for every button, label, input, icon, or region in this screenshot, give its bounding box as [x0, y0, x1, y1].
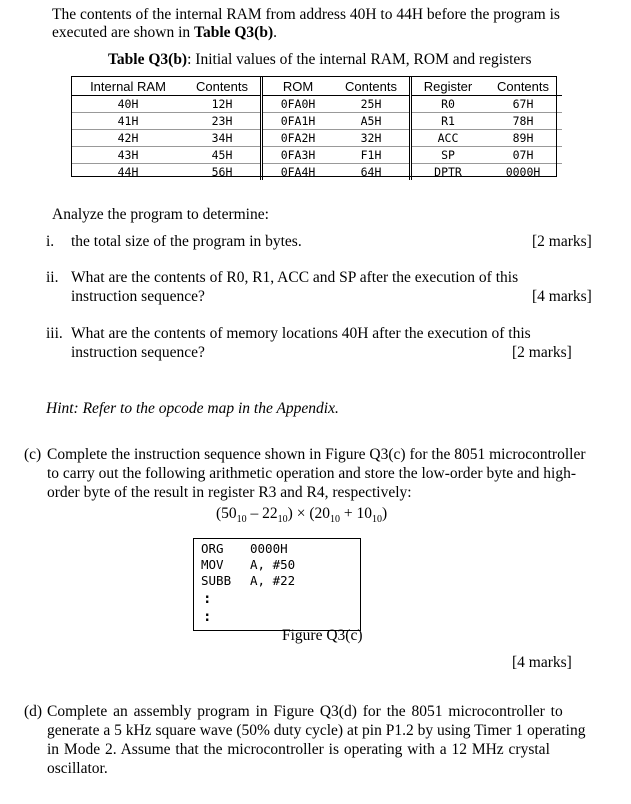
table-cell: 25H — [333, 96, 411, 113]
col-header: Internal RAM — [72, 77, 184, 96]
table-cell: 0FA0H — [262, 96, 334, 113]
part-d-line-2: generate a 5 kHz square wave (50% duty cycle) at pin P1.2 by using Timer 1 operating — [47, 722, 586, 739]
part-d-label: (d) — [24, 703, 43, 720]
table-cell: 34H — [184, 130, 262, 147]
table-cell: 0000H — [484, 164, 562, 181]
analyze-heading: Analyze the program to determine: — [52, 206, 269, 223]
question-marks: [4 marks] — [532, 288, 592, 305]
table-caption: Table Q3(b): Initial values of the internal RAM, ROM and registers — [108, 51, 532, 68]
question-marks: [2 marks] — [512, 344, 572, 361]
col-header: Contents — [184, 77, 262, 96]
question-number: ii. — [46, 269, 59, 286]
table-cell: 78H — [484, 113, 562, 130]
question-number: iii. — [46, 325, 63, 342]
code-op: ORG — [201, 541, 224, 556]
question-text: What are the contents of R0, R1, ACC and SP after the execution of this — [71, 269, 519, 286]
part-c-marks: [4 marks] — [512, 654, 572, 671]
table-cell: 32H — [333, 130, 411, 147]
question-text: the total size of the program in bytes. — [71, 233, 302, 250]
code-op: MOV — [201, 557, 224, 572]
col-header: Register — [411, 77, 485, 96]
table-cell: 45H — [184, 147, 262, 164]
code-arg: A, #22 — [250, 573, 296, 588]
table-cell: 07H — [484, 147, 562, 164]
code-op: SUBB — [201, 573, 232, 588]
question-text: instruction sequence? — [71, 288, 205, 305]
table-row — [72, 96, 562, 113]
arithmetic-expression: $(50_{10} - 22_{10}) \times (20_{10} + 10_{10})$ — [216, 505, 388, 526]
figure-caption: Figure Q3(c) — [282, 627, 363, 644]
table-row — [72, 113, 562, 130]
table-cell: 44H — [72, 164, 184, 181]
table-cell: 0FA3H — [262, 147, 334, 164]
code-continuation-dots: : — [203, 609, 212, 625]
part-c-line-3: order byte of the result in register R3 and R4, respectively: — [47, 484, 412, 501]
question-text: What are the contents of memory locations 40H after the execution of this — [71, 325, 531, 342]
table-cell: ACC — [411, 130, 485, 147]
code-arg: 0000H — [250, 541, 288, 556]
intro-line-2: executed are shown in Table Q3(b). — [52, 24, 278, 41]
table-cell: 12H — [184, 96, 262, 113]
question-marks: [2 marks] — [532, 233, 592, 250]
table-cell: SP — [411, 147, 485, 164]
table-row — [72, 130, 562, 147]
part-d-line-1: Complete an assembly program in Figure Q3(d) for the 8051 microcontroller to — [47, 703, 563, 720]
part-c-line-2: to carry out the following arithmetic operation and store the low-order byte and high- — [47, 465, 576, 482]
table-row — [72, 147, 562, 164]
initial-values-table — [72, 77, 562, 180]
intro-line-1: The contents of the internal RAM from address 40H to 44H before the program is — [52, 6, 560, 23]
table-cell: R1 — [411, 113, 485, 130]
table-cell: 0FA1H — [262, 113, 334, 130]
table-cell: A5H — [333, 113, 411, 130]
table-cell: R0 — [411, 96, 485, 113]
part-d-line-4: oscillator. — [47, 760, 108, 777]
table-cell: 23H — [184, 113, 262, 130]
table-cell: 89H — [484, 130, 562, 147]
table-header-row — [72, 77, 562, 96]
table-cell: 56H — [184, 164, 262, 181]
table-cell: 43H — [72, 147, 184, 164]
code-arg: A, #50 — [250, 557, 296, 572]
question-text: instruction sequence? — [71, 344, 205, 361]
table-cell: 41H — [72, 113, 184, 130]
table-cell: 0FA4H — [262, 164, 334, 181]
code-continuation-dots: : — [203, 591, 212, 607]
table-cell: F1H — [333, 147, 411, 164]
table-cell: 64H — [333, 164, 411, 181]
col-header: Contents — [484, 77, 562, 96]
col-header: ROM — [262, 77, 334, 96]
part-c-line-1: Complete the instruction sequence shown in Figure Q3(c) for the 8051 microcontroller — [47, 446, 586, 463]
table-cell: 42H — [72, 130, 184, 147]
table-cell: 40H — [72, 96, 184, 113]
table-row — [72, 164, 562, 181]
table-cell: DPTR — [411, 164, 485, 181]
part-d-line-3: in Mode 2. Assume that the microcontroller is operating with a 12 MHz crystal — [47, 741, 550, 758]
table-cell: 67H — [484, 96, 562, 113]
table-cell: 0FA2H — [262, 130, 334, 147]
col-header: Contents — [333, 77, 411, 96]
part-c-label: (c) — [24, 446, 42, 463]
question-number: i. — [46, 233, 55, 250]
hint-text: Hint: Refer to the opcode map in the Appendix. — [46, 400, 339, 417]
